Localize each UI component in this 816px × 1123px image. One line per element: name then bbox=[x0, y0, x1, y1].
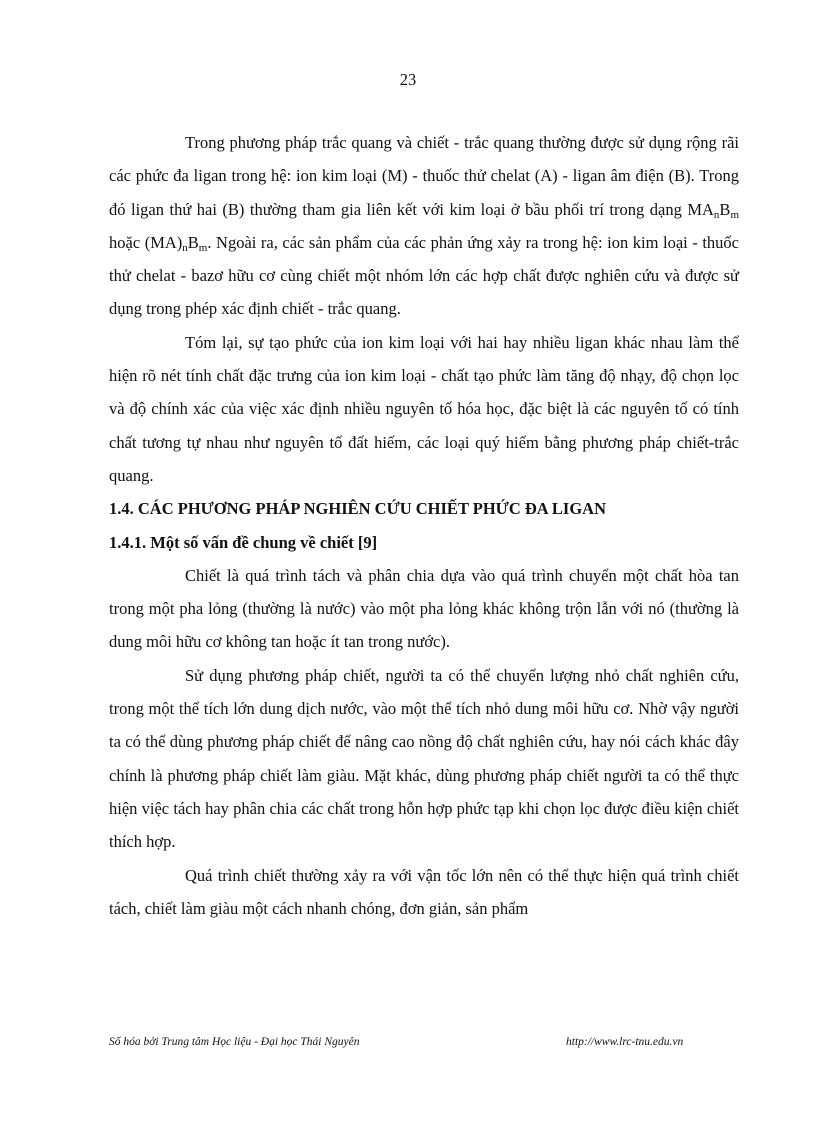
document-body bbox=[109, 126, 739, 925]
paragraph-extraction-usage: Sử dụng phương pháp chiết, người ta có thể chuyển lượng nhỏ chất nghiên cứu, trong một thể tích lớn dung dịch nước, vào một thể tích nhỏ dung môi hữu cơ. Nhờ vậy người ta có thể dùng phương pháp chiết để nâng cao nồng độ chất nghiên cứu, hay nói cách khác đây chính là phương pháp chiết làm giàu. Mặt khác, dùng phương pháp chiết người ta có thể thực hiện việc tách hay phân chia các chất trong hỗn hợp phức tạp khi chọn lọc được điều kiện chiết thích hợp. bbox=[109, 665, 739, 852]
paragraph-extraction-definition: Chiết là quá trình tách và phân chia dựa vào quá trình chuyển một chất hòa tan trong một pha lỏng (thường là nước) vào một pha lỏng khác không trộn lẫn với nó (thường là dung môi hữu cơ không tan hoặc ít tan trong nước). bbox=[109, 565, 739, 652]
paragraph-summary: Tóm lại, sự tạo phức của ion kim loại với hai hay nhiều ligan khác nhau làm thể hiện rõ nét tính chất đặc trưng của ion kim loại - chất tạo phức làm tăng độ nhạy, độ chọn lọc và độ chính xác của việc xác định nhiều nguyên tố hóa học, đặc biệt là các nguyên tố có tính chất tương tự nhau như nguyên tố đất hiếm, các loại quý hiếm bằng phương pháp chiết-trắc quang. bbox=[109, 332, 739, 485]
paragraph-multiligand-complexes: Trong phương pháp trắc quang và chiết - trắc quang thường được sử dụng rộng rãi các phức đa ligan trong hệ: ion kim loại (M) - thuốc thử chelat (A) - ligan âm điện (B). Trong đó ligan thứ hai (B) thường tham gia liên kết với kim loại ở bầu phối trí trong dạng $MA_nB_m$ hoặc $(MA)_nB_m$. Ngoài ra, các sản phẩm của các phản ứng xảy ra trong hệ: ion kim loại - thuốc thử chelat - bazơ hữu cơ cùng chiết một nhóm lớn các hợp chất được nghiên cứu và được sử dụng trong phép xác định chiết - trắc quang. bbox=[109, 133, 739, 319]
section-heading: 1.4. CÁC PHƯƠNG PHÁP NGHIÊN CỨU CHIẾT PHỨC ĐA LIGAN bbox=[109, 499, 606, 519]
subsection-heading: 1.4.1. Một số vấn đề chung về chiết [9] bbox=[109, 532, 378, 552]
footer-source: Số hóa bởi Trung tâm Học liệu - Đại học Thái Nguyên bbox=[109, 1036, 360, 1048]
page-number: 23 bbox=[399, 70, 417, 89]
footer-url: http://www.lrc-tnu.edu.vn bbox=[566, 1036, 684, 1048]
paragraph-extraction-speed: Quá trình chiết thường xảy ra với vận tốc lớn nên có thể thực hiện quá trình chiết tách, chiết làm giàu một cách nhanh chóng, đơn giản, sản phẩm bbox=[109, 865, 739, 918]
